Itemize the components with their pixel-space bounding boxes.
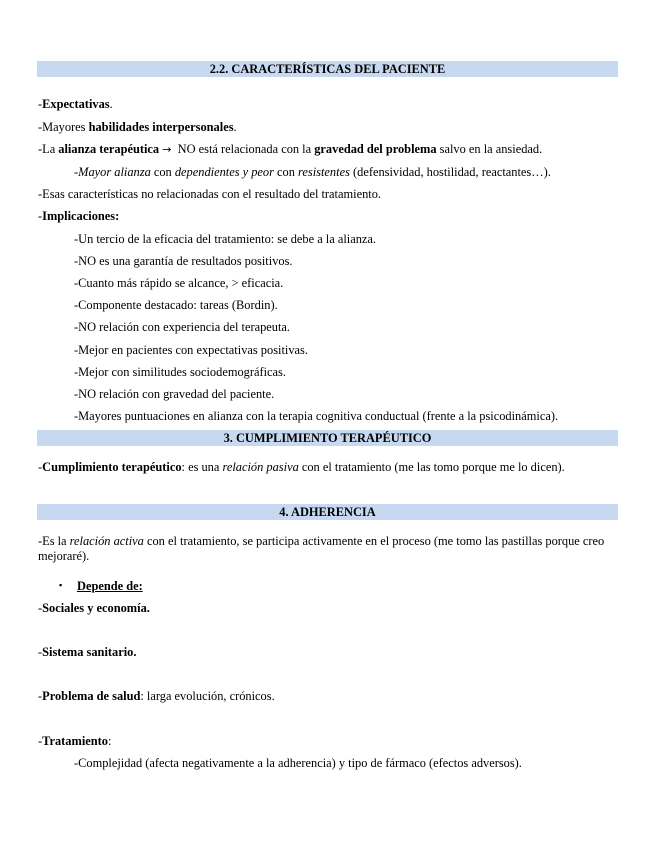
list-item: -Mayores puntuaciones en alianza con la terapia cognitiva conductual (frente a la psicodinámica).: [74, 409, 559, 423]
line-relacion-activa: [38, 534, 608, 564]
italic-text: Mayor alianza: [78, 165, 151, 179]
section-header-adherencia: 4. ADHERENCIA: [37, 504, 618, 520]
italic-text: resistentes: [298, 165, 350, 179]
text: : larga evolución, crónicos.: [140, 689, 275, 703]
text: salvo en la ansiedad.: [436, 142, 543, 156]
text: .: [109, 97, 113, 111]
bold-text: Implicaciones:: [42, 209, 120, 223]
bold-text: Sistema sanitario.: [42, 645, 137, 659]
bullet-icon: ▪: [59, 580, 63, 590]
text: -Es la: [38, 534, 70, 548]
line-habilidades: [38, 120, 237, 135]
text: -: [38, 460, 43, 474]
text: :: [107, 734, 112, 748]
text: -: [38, 601, 43, 615]
text: -: [38, 209, 43, 223]
bold-text: Problema de salud: [42, 689, 141, 703]
section-header-caracteristicas: 2.2. CARACTERÍSTICAS DEL PACIENTE: [37, 61, 618, 77]
text: NO está relacionada con la: [171, 142, 315, 156]
bold-text: alianza terapéutica: [58, 142, 160, 156]
section-header-cumplimiento: 3. CUMPLIMIENTO TERAPÉUTICO: [37, 430, 618, 446]
text: -: [38, 645, 43, 659]
line-complejidad: -Complejidad (afecta negativamente a la adherencia) y tipo de fármaco (efectos adversos).: [74, 756, 522, 770]
text: -: [38, 689, 43, 703]
list-item: -Cuanto más rápido se alcance, > eficacia.: [74, 276, 284, 290]
text: -: [74, 165, 79, 179]
list-item: -NO relación con experiencia del terapeuta.: [74, 320, 291, 334]
arrow-right-icon: →: [162, 143, 172, 156]
text: con el tratamiento (me las tomo porque me lo dicen).: [298, 460, 565, 474]
bold-text: habilidades interpersonales: [88, 120, 234, 134]
text: -: [38, 97, 43, 111]
line-expectativas: [38, 97, 113, 112]
list-item: -Un tercio de la eficacia del tratamiento: se debe a la alianza.: [74, 232, 377, 246]
italic-text: relación pasiva: [222, 460, 299, 474]
list-item: -NO es una garantía de resultados positivos.: [74, 254, 293, 268]
line-sociales: [38, 601, 150, 616]
list-item: -NO relación con gravedad del paciente.: [74, 387, 275, 401]
italic-text: relación activa: [69, 534, 144, 548]
italic-text: dependientes y peor: [174, 165, 274, 179]
line-tratamiento: [38, 734, 111, 749]
text: con: [273, 165, 299, 179]
line-implicaciones: [38, 209, 119, 224]
text: : es una: [181, 460, 223, 474]
line-esas-caracteristicas: -Esas características no relacionadas con el resultado del tratamiento.: [38, 187, 381, 201]
list-item: -Componente destacado: tareas (Bordin).: [74, 298, 278, 312]
line-cumplimiento: [38, 460, 565, 475]
line-sistema-sanitario: [38, 645, 136, 660]
text: -Mayores: [38, 120, 89, 134]
text: (defensividad, hostilidad, reactantes…).: [349, 165, 551, 179]
bold-text: Tratamiento: [42, 734, 108, 748]
bold-text: Expectativas: [42, 97, 110, 111]
text: .: [233, 120, 237, 134]
bold-text: gravedad del problema: [314, 142, 437, 156]
bold-text: Sociales y economía.: [42, 601, 150, 615]
bold-text: Cumplimiento terapéutico: [42, 460, 182, 474]
line-problema-salud: [38, 689, 275, 704]
text: con: [150, 165, 175, 179]
line-depende-de: [77, 579, 143, 594]
text: -La: [38, 142, 59, 156]
list-item: -Mejor en pacientes con expectativas positivas.: [74, 343, 308, 357]
bold-text: Depende de:: [77, 579, 143, 593]
list-item: -Mejor con similitudes sociodemográficas.: [74, 365, 286, 379]
line-alianza: [38, 142, 542, 157]
line-mayor-alianza: [74, 165, 551, 180]
text: -: [38, 734, 43, 748]
text: con el tratamiento, se participa activamente en el proceso (me tomo las pastillas porque creo mejoraré).: [38, 534, 605, 563]
